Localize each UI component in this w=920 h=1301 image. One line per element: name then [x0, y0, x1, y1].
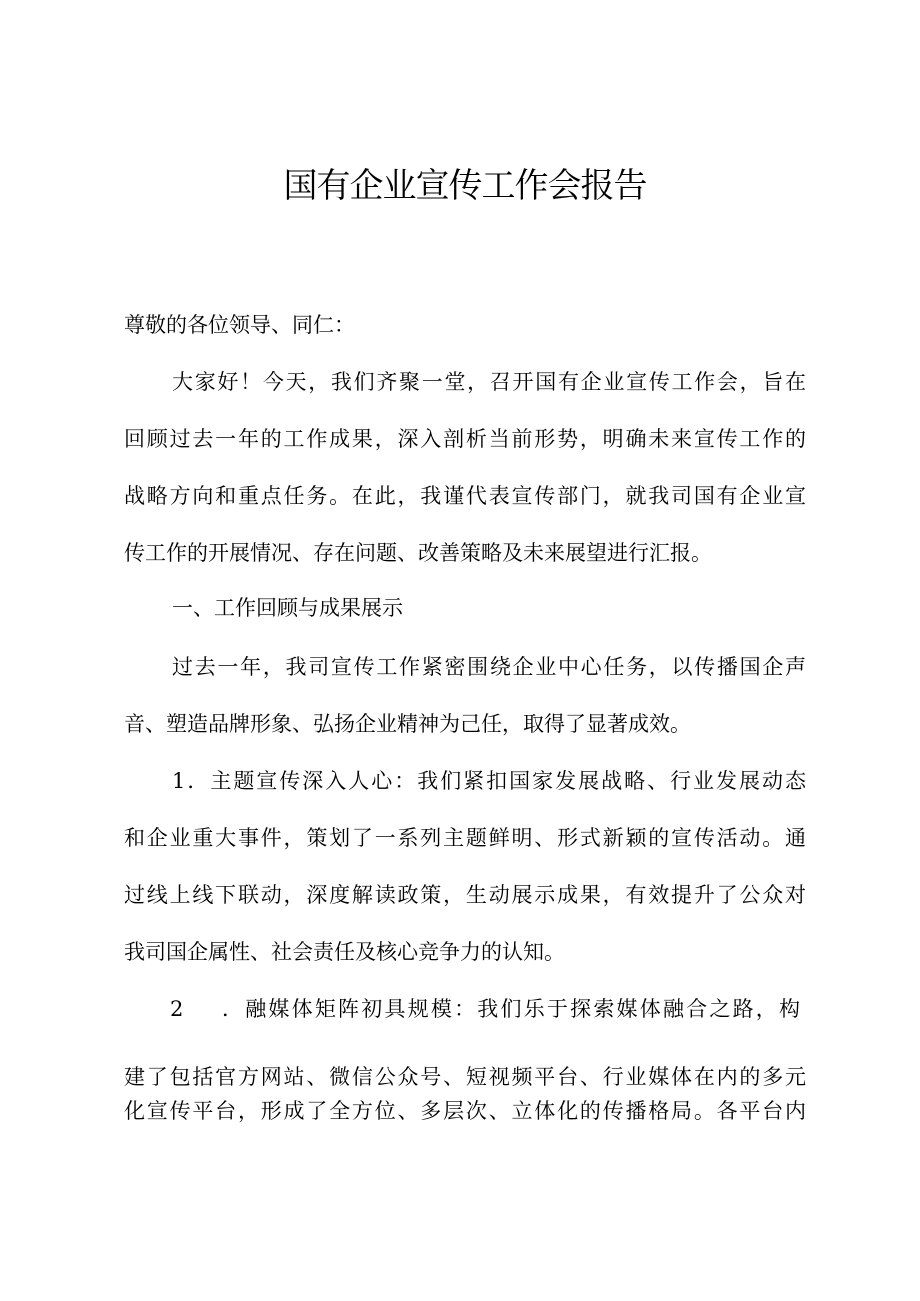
- paragraph-4-number: 2: [170, 997, 184, 1021]
- salutation: 尊敬的各位领导、同仁：: [124, 313, 355, 337]
- paragraph-4-line-2: 建了包括官方网站、微信公众号、短视频平台、行业媒体在内的多元: [124, 1065, 806, 1089]
- paragraph-2-line-2: 音、塑造品牌形象、弘扬企业精神为己任，取得了显著成效。: [124, 712, 691, 736]
- paragraph-3-line-1: 1．主题宣传深入人心：我们紧扣国家发展战略、行业发展动态: [172, 769, 806, 793]
- paragraph-3-line-4: 我司国企属性、社会责任及核心竞争力的认知。: [124, 940, 565, 964]
- paragraph-1-line-3: 战略方向和重点任务。在此，我谨代表宣传部门，就我司国有企业宣: [124, 484, 806, 508]
- paragraph-3-line-3: 过线上线下联动，深度解读政策，生动展示成果，有效提升了公众对: [124, 883, 806, 907]
- paragraph-4-line-1: ．融媒体矩阵初具规模：我们乐于探索媒体融合之路，构: [222, 997, 800, 1021]
- paragraph-3-line-2: 和企业重大事件，策划了一系列主题鲜明、形式新颖的宣传活动。通: [124, 826, 806, 850]
- paragraph-1-line-4: 传工作的开展情况、存在问题、改善策略及未来展望进行汇报。: [124, 541, 712, 565]
- paragraph-4-line-3: 化宣传平台，形成了全方位、多层次、立体化的传播格局。各平台内: [124, 1099, 806, 1123]
- paragraph-2-line-1: 过去一年，我司宣传工作紧密围绕企业中心任务，以传播国企声: [172, 655, 806, 679]
- paragraph-1-line-2: 回顾过去一年的工作成果，深入剖析当前形势，明确未来宣传工作的: [124, 427, 806, 451]
- paragraph-1-line-1: 大家好！今天，我们齐聚一堂，召开国有企业宣传工作会，旨在: [172, 370, 806, 394]
- section-heading: 一、工作回顾与成果展示: [172, 596, 403, 620]
- document-title: 国有企业宣传工作会报告: [283, 166, 647, 206]
